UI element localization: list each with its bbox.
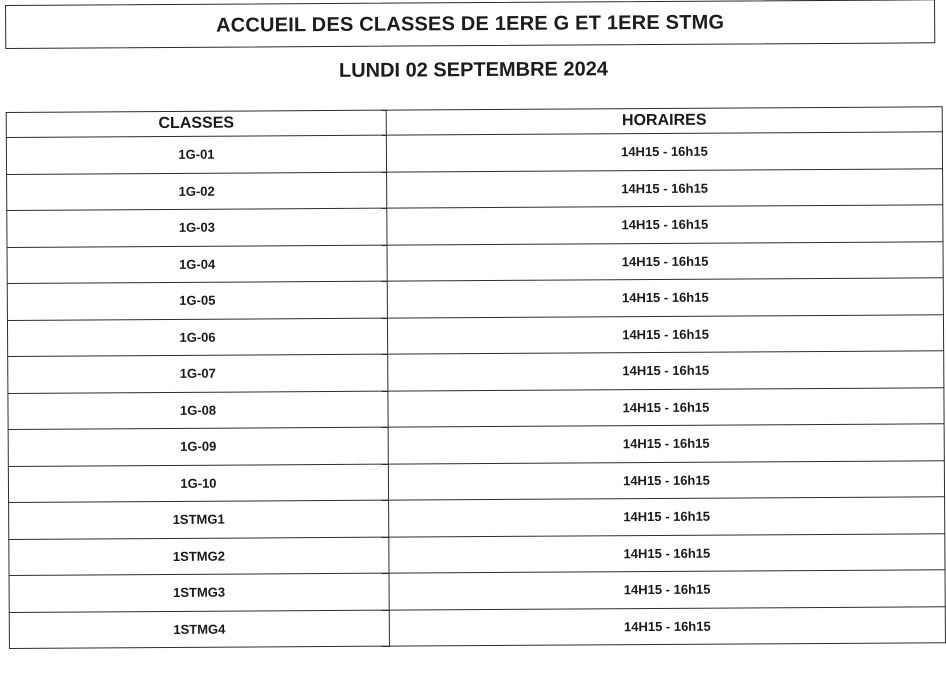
class-cell: 1G-07 (8, 354, 388, 393)
class-cell: 1G-01 (6, 135, 386, 174)
header-classes: CLASSES (6, 110, 386, 137)
schedule-cell: 14H15 - 16h15 (389, 497, 945, 537)
schedule-cell: 14H15 - 16h15 (388, 460, 944, 500)
table-row (9, 497, 945, 539)
class-cell: 1STMG1 (9, 500, 389, 539)
header-horaires: HORAIRES (386, 107, 942, 135)
table-row (8, 351, 944, 393)
class-cell: 1G-05 (7, 281, 387, 320)
table-row (7, 314, 943, 356)
schedule-cell: 14H15 - 16h15 (387, 241, 943, 281)
schedule-cell: 14H15 - 16h15 (389, 606, 945, 646)
class-cell: 1G-04 (7, 245, 387, 284)
date-heading: LUNDI 02 SEPTEMBRE 2024 (338, 58, 608, 82)
title-box (5, 0, 935, 49)
class-cell: 1G-06 (7, 318, 387, 357)
schedule-cell: 14H15 - 16h15 (388, 424, 944, 464)
schedule-cell: 14H15 - 16h15 (387, 314, 943, 354)
table-body (6, 132, 945, 649)
schedule-table (6, 106, 946, 649)
table-row (9, 570, 945, 612)
table-row (8, 424, 944, 466)
document-title: ACCUEIL DES CLASSES DE 1ERE G ET 1ERE STMG (216, 11, 725, 37)
table-row (9, 606, 945, 648)
schedule-cell: 14H15 - 16h15 (388, 351, 944, 391)
schedule-cell: 14H15 - 16h15 (388, 387, 944, 427)
table-row (7, 241, 943, 283)
schedule-cell: 14H15 - 16h15 (389, 533, 945, 573)
table-row (7, 168, 943, 210)
class-cell: 1STMG3 (9, 573, 389, 612)
schedule-cell: 14H15 - 16h15 (387, 168, 943, 208)
schedule-cell: 14H15 - 16h15 (387, 278, 943, 318)
class-cell: 1STMG4 (9, 610, 389, 649)
class-cell: 1G-10 (8, 464, 388, 503)
class-cell: 1G-08 (8, 391, 388, 430)
schedule-cell: 14H15 - 16h15 (389, 570, 945, 610)
table-row (9, 533, 945, 575)
table-row (7, 205, 943, 247)
table-row (6, 132, 942, 174)
schedule-cell: 14H15 - 16h15 (386, 132, 942, 172)
schedule-cell: 14H15 - 16h15 (387, 205, 943, 245)
class-cell: 1G-03 (7, 208, 387, 247)
table-row (8, 460, 944, 502)
table-row (8, 387, 944, 429)
class-cell: 1STMG2 (9, 537, 389, 576)
table-row (7, 278, 943, 320)
class-cell: 1G-09 (8, 427, 388, 466)
class-cell: 1G-02 (7, 172, 387, 211)
